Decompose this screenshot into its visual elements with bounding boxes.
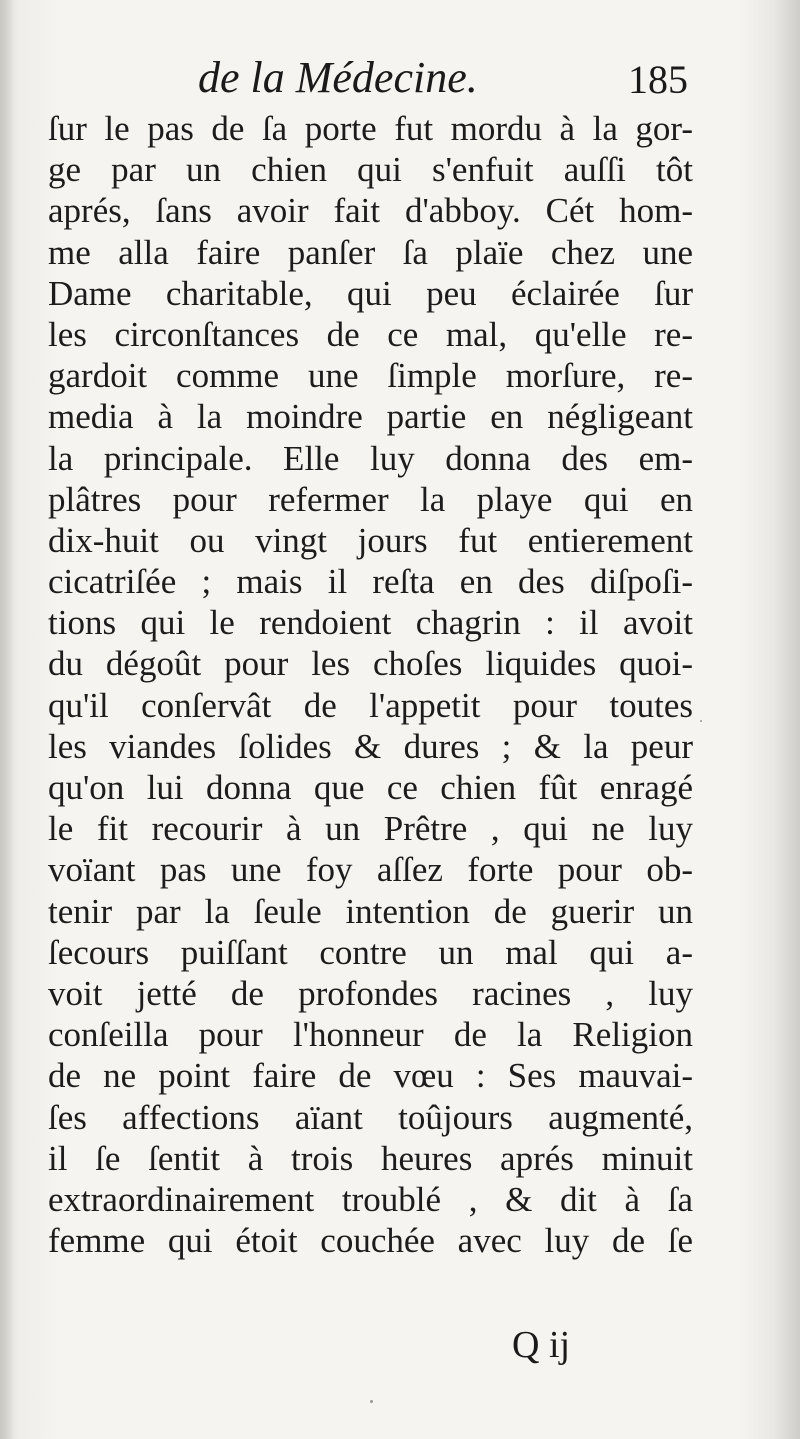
- text-line: qu'il conſervât de l'appetit pour toutes: [48, 685, 693, 725]
- text-line: femme qui étoit couchée avec luy de ſe: [48, 1221, 693, 1261]
- text-line: gardoit comme une ſimple morſure, re-: [48, 356, 693, 396]
- text-line: me alla faire panſer ſa plaïe chez une: [48, 232, 693, 272]
- text-line: ſur le pas de ſa porte fut mordu à la gor-: [48, 109, 693, 148]
- page-number: 185: [628, 57, 688, 102]
- gutter-shadow: [0, 0, 14, 1439]
- text-line: voïant pas une foy aſſez forte pour ob-: [48, 850, 693, 890]
- text-line: ſecours puiſſant contre un mal qui a-: [48, 932, 693, 972]
- text-line: tenir par la ſeule intention de guerir un: [48, 891, 693, 931]
- text-line: ge par un chien qui s'enfuit auſſi tôt: [48, 150, 693, 190]
- text-line: aprés, ſans avoir fait d'abboy. Cét hom-: [48, 191, 693, 231]
- text-line: qu'on lui donna que ce chien fût enragé: [48, 768, 693, 807]
- text-line: extraordinairement troublé , & dit à ſa: [48, 1179, 693, 1219]
- text-line: la principale. Elle luy donna des em-: [48, 438, 693, 478]
- text-line: dix-huit ou vingt jours fut entierement: [48, 520, 693, 560]
- text-line: media à la moindre partie en négligeant: [48, 397, 693, 437]
- text-line: cicatriſée ; mais il reſta en des diſpoſi-: [48, 562, 693, 602]
- text-line: ſes affections aïant toûjours augmenté,: [48, 1097, 693, 1137]
- text-line: conſeilla pour l'honneur de la Religion: [48, 1015, 693, 1055]
- body-text: [48, 108, 693, 1261]
- text-line: il ſe ſentit à trois heures aprés minuit: [48, 1138, 693, 1178]
- text-line: les circonſtances de ce mal, qu'elle re-: [48, 314, 693, 354]
- text-line: Dame charitable, qui peu éclairée ſur: [48, 273, 693, 313]
- text-line: voit jetté de profondes racines , luy: [48, 973, 693, 1013]
- running-title: de la Médecine.: [198, 53, 478, 102]
- text-line: les viandes ſolides & dures ; & la peur: [48, 726, 693, 766]
- paper-speck: [370, 1400, 373, 1403]
- text-line: de ne point faire de vœu : Ses mauvai-: [48, 1056, 693, 1096]
- text-line: du dégoût pour les choſes liquides quoi-: [48, 644, 693, 684]
- text-line: plâtres pour refermer la playe qui en: [48, 479, 693, 519]
- signature-mark: Q ij: [512, 1324, 571, 1366]
- page-header: [48, 50, 688, 110]
- text-line: tions qui le rendoient chagrin : il avoit: [48, 603, 693, 643]
- text-line: le fit recourir à un Prêtre , qui ne luy: [48, 809, 693, 849]
- paper-speck: [700, 720, 702, 722]
